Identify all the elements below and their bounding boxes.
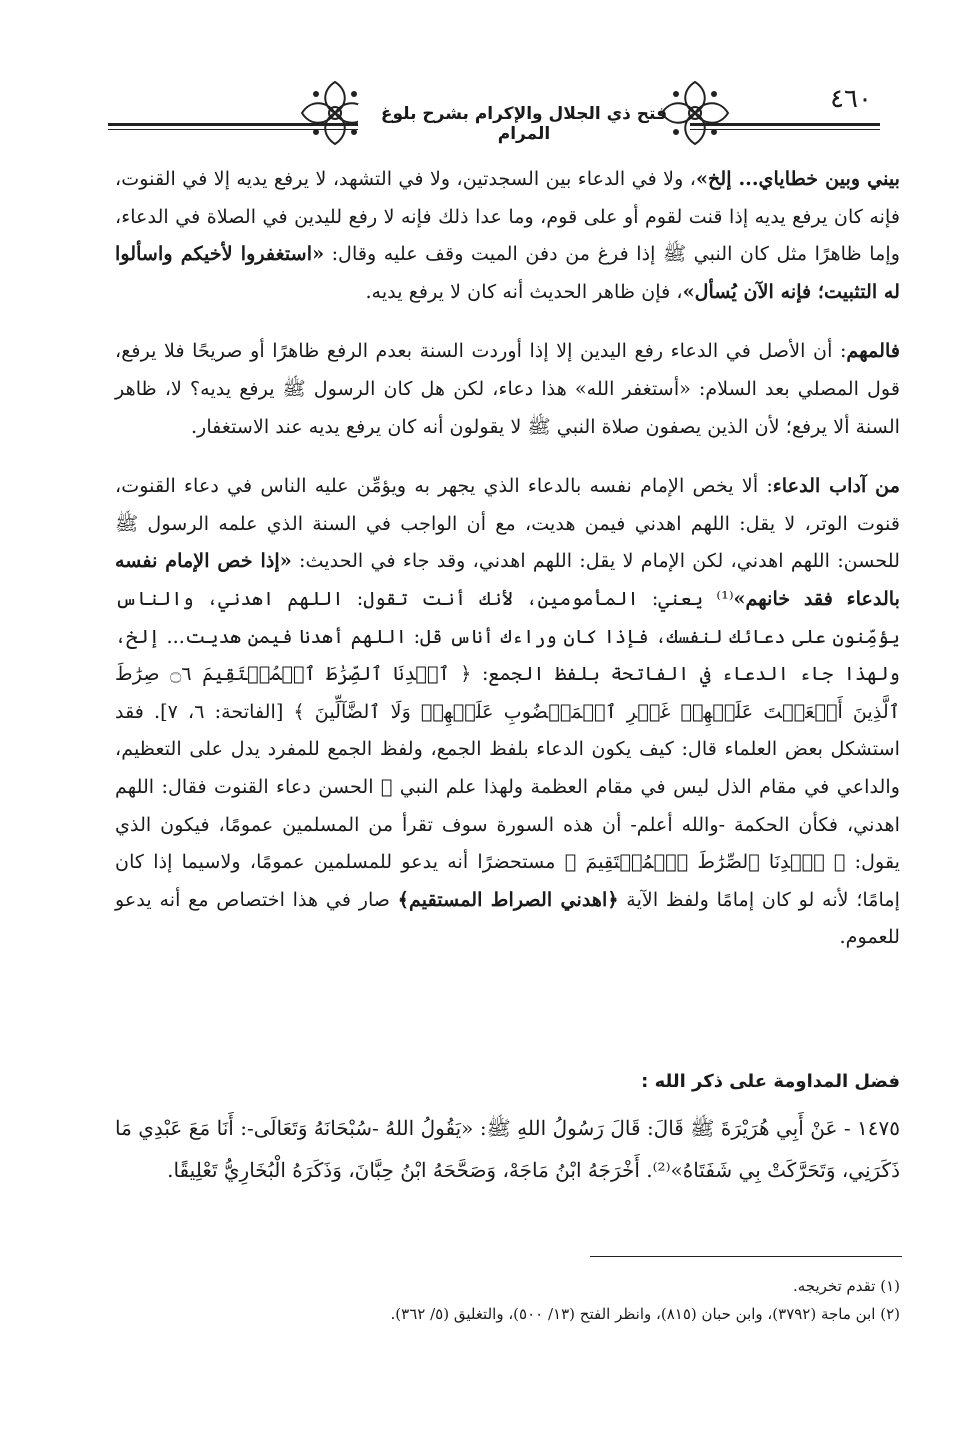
section-heading: فضل المداومة على ذكر الله : bbox=[641, 1071, 900, 1092]
body-text bbox=[115, 160, 900, 956]
hadith-text: ١٤٧٥ - عَنْ أَبِي هُرَيْرَةَ ﷺ قَالَ: قَالَ رَسُولُ اللهِ ﷺ: «يَقُولُ اللهُ -سُبْحَانَهُ وَتَعَالَى-: أَنَا مَعَ عَبْدِي مَا ذَكَرَنِي، وَتَحَرَّكَتْ بِي شَفَتَاهُ»⁽²⁾. أَخْرَجَهُ ابْنُ مَاجَهْ، وَصَحَّحَهُ ابْنُ حِبَّانَ، وَذَكَرَهُ الْبُخَارِيُّ تَعْلِيقًا. bbox=[115, 1116, 900, 1182]
paragraph-1 bbox=[115, 160, 900, 310]
text-run: صار في هذا اختصاص مع أنه يدعو للعموم. bbox=[115, 887, 900, 949]
footnotes bbox=[115, 1272, 900, 1328]
paragraph-2 bbox=[115, 332, 900, 445]
bold-phrase: ﴿اهدني الصراط المستقيم﴾ bbox=[397, 887, 619, 911]
text-run: : ألا يخص الإمام نفسه بالدعاء الذي يجهر به ويؤمِّن عليه الناس في دعاء القنوت، قنوت الوتر، لا يقل: اللهم اهدني فيمن هديت، مع أن الواجب في السنة الذي علمه الرسول ﷺ للحسن: اللهم اهدني، لكن الإمام لا يقل: اللهم اهدني، وقد جاء في الحديث: bbox=[115, 474, 900, 573]
footnote-2: (٢) ابن ماجة (٣٧٩٢)، وابن حبان (٨١٥)، وانظر الفتح (١٣/ ٥٠٠)، والتغليق (٥/ ٣٦٢). bbox=[390, 1305, 900, 1323]
text-run: : أن الأصل في الدعاء رفع اليدين إلا إذا أوردت السنة بعدم الرفع ظاهرًا أو صريحًا فلا يرفع، قول المصلي بعد السلام: «أستغفر الله» هذا دعاء، لكن هل كان الرسول ﷺ يرفع يديه؟ لا، ظاهر السنة ألا يرفع؛ لأن الذين يصفون صلاة النبي ﷺ لا يقولون أنه كان يرفع يديه عند الاستغفار. bbox=[115, 339, 900, 438]
right-ornament-icon bbox=[656, 76, 734, 150]
bold-phrase: من آداب الدعاء bbox=[772, 474, 900, 498]
hadith-quote: «استغفروا لأخيكم واسألوا له التثبيت؛ فإنه الآن يُسأل» bbox=[115, 242, 900, 303]
footnote-rule bbox=[590, 1256, 902, 1257]
page-number: ٤٦٠ bbox=[830, 84, 872, 114]
text-run: ⁽¹⁾ يعني: المأمومين، لأنك أنت تقول: اللهم اهدني، والناس يؤمِّنون على دعائك لنفسك، فإذا كان وراءك أناس قل: اللهم أهدنا فيمن هديت... إلخ، ولهذا جاء الدعاء في الفاتحة بلفظ الجمع: ﴿ ٱهۡدِنَا ٱلصِّرَٰطَ ٱلۡمُسۡتَقِيمَ ۝٦ صِرَٰطَ ٱلَّذِينَ أَنۡعَمۡتَ عَلَيۡهِمۡ غَيۡرِ ٱلۡمَغۡضُوبِ عَلَيۡهِمۡ وَلَا ٱلضَّآلِّينَ ﴾ [الفاتحة: ٦، ٧]. فقد استشكل بعض العلماء قال: كيف يكون الدعاء بلفظ الجمع، ولفظ الجمع للمفرد يدل على التعظيم، والداعي في مقام الذل ليس في مقام العظمة ولهذا علم النبي ﷺ الحسن دعاء القنوت فقال: اللهم اهدني، فكأن الحكمة -والله أعلم- أن هذه السورة سوف تقرأ من المسلمين عمومًا، فيكون الذي يقول: ﴿ ٱهۡدِنَا ٱلصِّرَٰطَ ٱلۡمُسۡتَقِيمَ ﴾ مستحضرًا أنه يدعو للمسلمين عمومًا، ولاسيما إذا كان إمامًا؛ لأنه لو كان إمامًا ولفظ الآية bbox=[115, 586, 900, 911]
footnote-1: (١) تقدم تخريجه. bbox=[792, 1277, 900, 1295]
text-run: ، فإن ظاهر الحديث أنه كان لا يرفع يديه. bbox=[365, 279, 683, 303]
bold-phrase: فالمهم bbox=[846, 339, 900, 363]
text-run: ، ولا في الدعاء بين السجدتين، ولا في التشهد، لا يرفع يديه إلا في القنوت، فإنه كان يرفع يديه إذا قنت لقوم أو على قوم، وما عدا ذلك فإنه لا رفع لليدين في الصلاة في الدعاء، وإما ظاهرًا مثل كان النبي ﷺ إذا فرغ من دفن الميت وقف عليه وقال: bbox=[115, 167, 900, 266]
page-header bbox=[108, 70, 880, 152]
paragraph-3 bbox=[115, 467, 900, 956]
hadith-quote: «إذا خص الإمام نفسه بالدعاء فقد خانهم» bbox=[115, 549, 900, 610]
bold-phrase: بيني وبين خطاياي... إلخ» bbox=[695, 167, 901, 190]
running-title: فتح ذي الجلال والإكرام بشرح بلوغ المرام bbox=[358, 104, 690, 144]
